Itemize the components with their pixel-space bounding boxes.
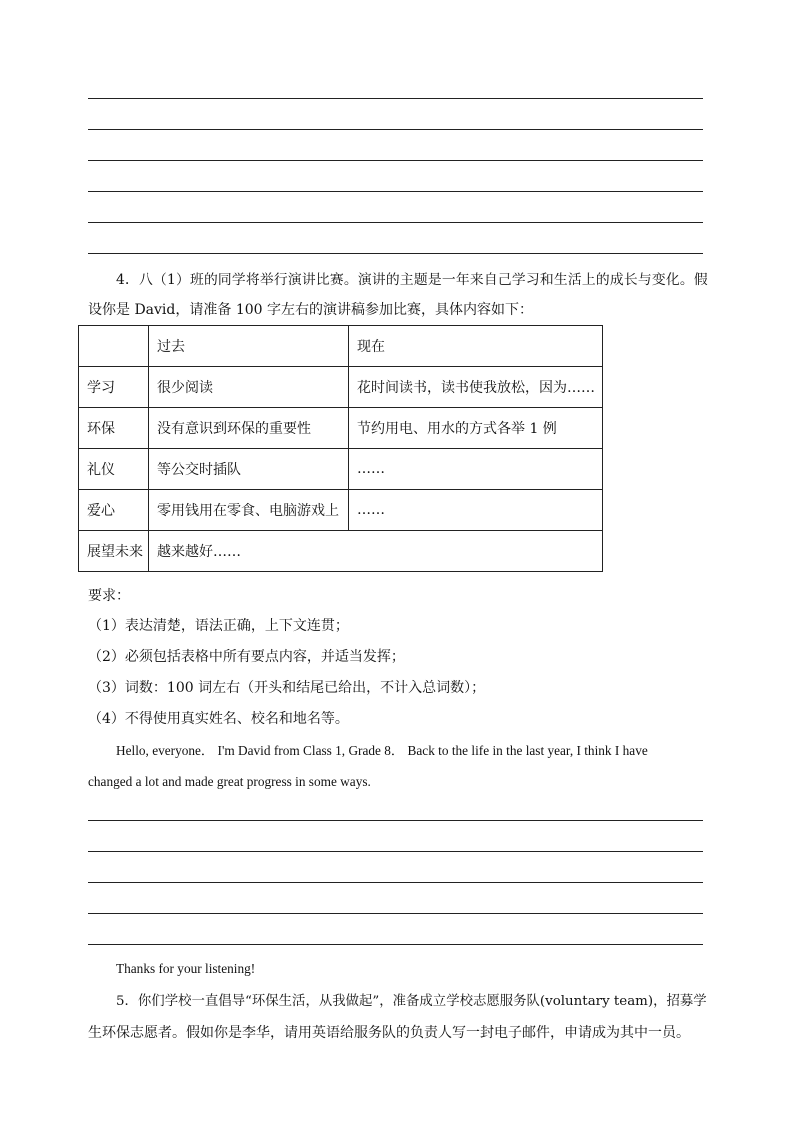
table-row: [79, 367, 603, 408]
future-cell: 越来越好……: [149, 531, 603, 572]
answer-line: [88, 913, 703, 914]
past-cell: 没有意识到环保的重要性: [149, 408, 349, 449]
row-label: 环保: [79, 408, 149, 449]
table-header-cell: 现在: [349, 326, 603, 367]
answer-line: [88, 944, 703, 945]
question5-line1: 5．你们学校一直倡导“环保生活，从我做起”，准备成立学校志愿服务队(voluntary team)，招募学: [116, 994, 707, 1009]
requirement-item: （1）表达清楚，语法正确，上下文连贯；: [88, 618, 349, 634]
past-cell: 很少阅读: [149, 367, 349, 408]
now-cell: ……: [349, 449, 603, 490]
answer-line: [88, 882, 703, 883]
essay-opening-line1: Hello, everyone． I'm David from Class 1, Grade 8． Back to the life in the last year, I think I have: [116, 743, 648, 758]
now-cell: ……: [349, 490, 603, 531]
answer-line: [88, 253, 703, 254]
table-header-cell: [79, 326, 149, 367]
table-header-cell: 过去: [149, 326, 349, 367]
table-row: [79, 449, 603, 490]
past-cell: 零用钱用在零食、电脑游戏上: [149, 490, 349, 531]
past-cell: 等公交时插队: [149, 449, 349, 490]
essay-closing: Thanks for your listening!: [116, 961, 256, 976]
question5-line2: 生环保志愿者。假如你是李华，请用英语给服务队的负责人写一封电子邮件，申请成为其中一员。: [88, 1025, 690, 1041]
answer-line: [88, 820, 703, 821]
table-header-row: [79, 326, 603, 367]
answer-line: [88, 222, 703, 223]
now-cell: 花时间读书，读书使我放松，因为……: [349, 367, 603, 408]
answer-line: [88, 851, 703, 852]
table-row: [79, 408, 603, 449]
row-label: 学习: [79, 367, 149, 408]
requirement-item: （3）词数：100 词左右（开头和结尾已给出，不计入总词数）；: [88, 680, 486, 696]
table-row: [79, 490, 603, 531]
table-row: [79, 531, 603, 572]
speech-content-table: [78, 325, 603, 572]
requirements-title: 要求：: [88, 588, 130, 604]
requirement-item: （4）不得使用真实姓名、校名和地名等。: [88, 711, 349, 727]
row-label: 展望未来: [79, 531, 149, 572]
question4-line2: 设你是 David，请准备 100 字左右的演讲稿参加比赛，具体内容如下：: [88, 302, 533, 318]
question4-line1: 4．八（1）班的同学将举行演讲比赛。演讲的主题是一年来自己学习和生活上的成长与变化。假: [116, 272, 708, 288]
row-label: 礼仪: [79, 449, 149, 490]
now-cell: 节约用电、用水的方式各举 1 例: [349, 408, 603, 449]
answer-line: [88, 129, 703, 130]
essay-opening-line2: changed a lot and made great progress in some ways.: [88, 774, 371, 789]
answer-line: [88, 191, 703, 192]
answer-line: [88, 160, 703, 161]
requirement-item: （2）必须包括表格中所有要点内容，并适当发挥；: [88, 649, 405, 665]
row-label: 爱心: [79, 490, 149, 531]
answer-line: [88, 98, 703, 99]
